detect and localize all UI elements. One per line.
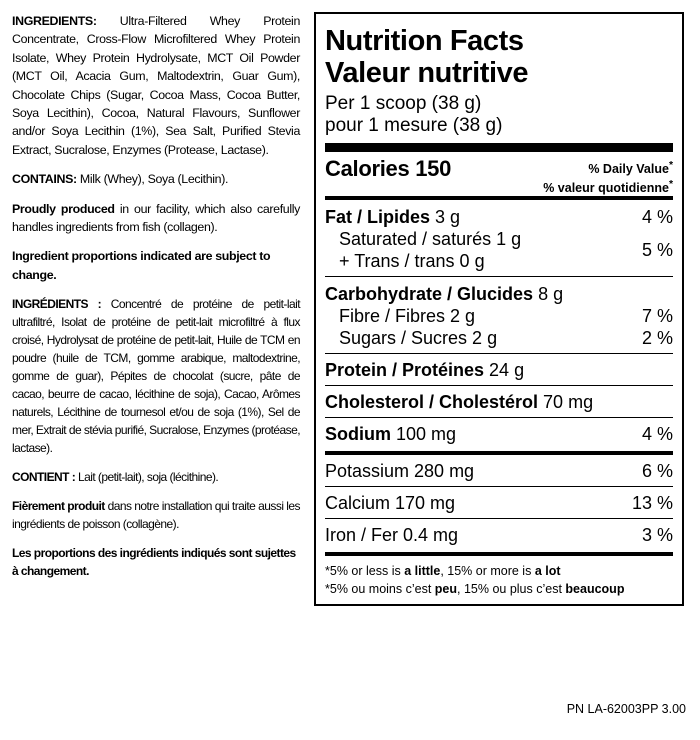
- fat-label: Fat / Lipides: [325, 207, 431, 227]
- ingredients-en-label: INGREDIENTS:: [12, 14, 97, 28]
- dv-fr: % valeur quotidienne: [543, 181, 669, 196]
- facility-fr: [12, 497, 300, 533]
- potassium-pct: 6 %: [641, 461, 673, 481]
- dv-fr-star: *: [668, 179, 673, 191]
- cholesterol-label: Cholesterol / Cholestérol: [325, 392, 539, 412]
- proportions-en: [12, 247, 300, 284]
- protein-row: [325, 354, 673, 385]
- sodium-amount: 100 mg: [391, 424, 457, 444]
- facility-fr-text: dans notre installation qui traite aussi les ingrédients de poisson (collagène).: [12, 499, 300, 532]
- contains-en-label: CONTAINS:: [12, 172, 77, 187]
- protein-amount: 24 g: [484, 360, 525, 380]
- fat-pct: 4 %: [641, 207, 673, 227]
- cholesterol-row: [325, 386, 673, 417]
- saturated-row: Saturated / saturés 1 g: [339, 229, 522, 249]
- contains-fr-text: Lait (petit-lait), soja (lécithine).: [75, 470, 219, 485]
- contains-en: [12, 170, 300, 188]
- footnote-en: [325, 562, 673, 580]
- contains-fr-label: CONTIENT :: [12, 470, 76, 485]
- ingredients-fr: [12, 295, 300, 457]
- ingredients-fr-label: INGRÉDIENTS :: [12, 297, 102, 312]
- calories-value: Calories 150: [325, 156, 452, 181]
- footnote: [325, 556, 673, 598]
- proportions-fr: [12, 544, 300, 580]
- fibre-label: Fibre / Fibres 2 g: [339, 306, 476, 326]
- dv-en-star: *: [668, 160, 673, 171]
- serving-en: Per 1 scoop (38 g): [325, 93, 482, 114]
- divider-thick: [325, 143, 673, 152]
- contains-fr: [12, 468, 300, 486]
- calcium-pct: 13 %: [631, 493, 673, 513]
- sodium-label: Sodium: [325, 424, 391, 444]
- calories-row: [325, 152, 673, 196]
- ingredients-en: [12, 12, 300, 159]
- facility-en-label: Proudly produced: [12, 201, 115, 216]
- facility-fr-label: Fièrement produit: [12, 499, 105, 514]
- fat-row: [325, 206, 673, 228]
- fn-fr-a: *5% ou moins c’est: [325, 582, 435, 596]
- proportions-en-text: Ingredient proportions indicated are subject to change.: [12, 249, 271, 282]
- calcium-row: [325, 487, 673, 518]
- ingredients-fr-text: Concentré de protéine de petit-lait ultrafiltré, Isolat de protéine de petit-lait microfiltré à flux croisé, Hydrolysat de protéine de petit-lait, Huile de TCM en poudre (huile de TCM, gomme arabique, maltodextrine, gomme de guar), Pépites de chocolat (sucre, pâte de cacao, beurre de cacao, lécithine de soja), Cacao, Arômes naturels, Lécithine de tournesol et/ou de soja (1%), Sel de mer, Extrait de stévia purifié, Sucralose, Enzymes (protéase, lactase).: [12, 297, 300, 456]
- trans-row: + Trans / trans 0 g: [339, 251, 485, 271]
- contains-en-text: Milk (Whey), Soya (Lecithin).: [76, 172, 229, 187]
- title-en: Nutrition Facts: [325, 25, 524, 57]
- potassium-row: [325, 455, 673, 486]
- potassium-label: Potassium 280 mg: [325, 461, 475, 481]
- carb-amount: 8 g: [533, 284, 564, 304]
- sodium-row: [325, 418, 673, 449]
- fibre-row: [325, 305, 673, 327]
- dv-en: % Daily Value: [588, 162, 669, 177]
- fn-en-d: a lot: [534, 564, 561, 578]
- fn-fr-b: peu: [434, 582, 458, 596]
- fn-en-c: , 15% or more is: [440, 564, 535, 578]
- calcium-label: Calcium 170 mg: [325, 493, 456, 513]
- sat-trans-pct: 5 %: [641, 239, 673, 260]
- fn-en-b: a little: [404, 564, 441, 578]
- fat-group: [325, 200, 673, 276]
- fibre-pct: 7 %: [641, 306, 673, 326]
- sugars-pct: 2 %: [641, 328, 673, 348]
- fn-fr-c: , 15% ou plus c’est: [457, 582, 566, 596]
- carb-label: Carbohydrate / Glucides: [325, 284, 534, 304]
- proportions-fr-text: Les proportions des ingrédients indiqués sont sujettes à changement.: [12, 546, 296, 579]
- facility-en: [12, 200, 300, 237]
- sodium-pct: 4 %: [641, 424, 673, 444]
- ingredients-column: [12, 12, 300, 591]
- carb-row: [325, 283, 673, 305]
- part-number: PN LA-62003PP 3.00: [566, 702, 686, 716]
- daily-value-header: [543, 158, 673, 196]
- nutrition-facts-panel: [314, 12, 684, 606]
- fn-fr-d: beaucoup: [565, 582, 625, 596]
- title-fr: Valeur nutritive: [325, 57, 529, 89]
- ingredients-en-text: Ultra-Filtered Whey Protein Concentrate, Cross-Flow Microfiltered Whey Protein Isolate, Whey Protein Hydrolysate, MCT Oil Powder (MCT Oil, Acacia Gum, Maltodextrin, Guar Gum), Chocolate Chips (Sugar, Cocoa Mass, Cocoa Butter, Soya Lecithin), Cocoa, Natural Flavours, Sunflower and/or Soya Lecithin (1%), Sea Salt, Purified Stevia Extract, Sucralose, Enzymes (Protease, Lactase).: [12, 14, 300, 157]
- iron-label: Iron / Fer 0.4 mg: [325, 525, 459, 545]
- carb-group: [325, 277, 673, 353]
- iron-row: [325, 519, 673, 550]
- footnote-fr: [325, 580, 673, 598]
- serving-fr: pour 1 mesure (38 g): [325, 115, 503, 136]
- fn-en-a: *5% or less is: [325, 564, 405, 578]
- fat-amount: 3 g: [430, 207, 461, 227]
- iron-pct: 3 %: [641, 525, 673, 545]
- cholesterol-amount: 70 mg: [538, 392, 594, 412]
- sugars-label: Sugars / Sucres 2 g: [339, 328, 498, 348]
- protein-label: Protein / Protéines: [325, 360, 485, 380]
- facility-en-text: in our facility, which also carefully handles ingredients from fish (collagen).: [12, 201, 301, 235]
- sugars-row: [325, 327, 673, 349]
